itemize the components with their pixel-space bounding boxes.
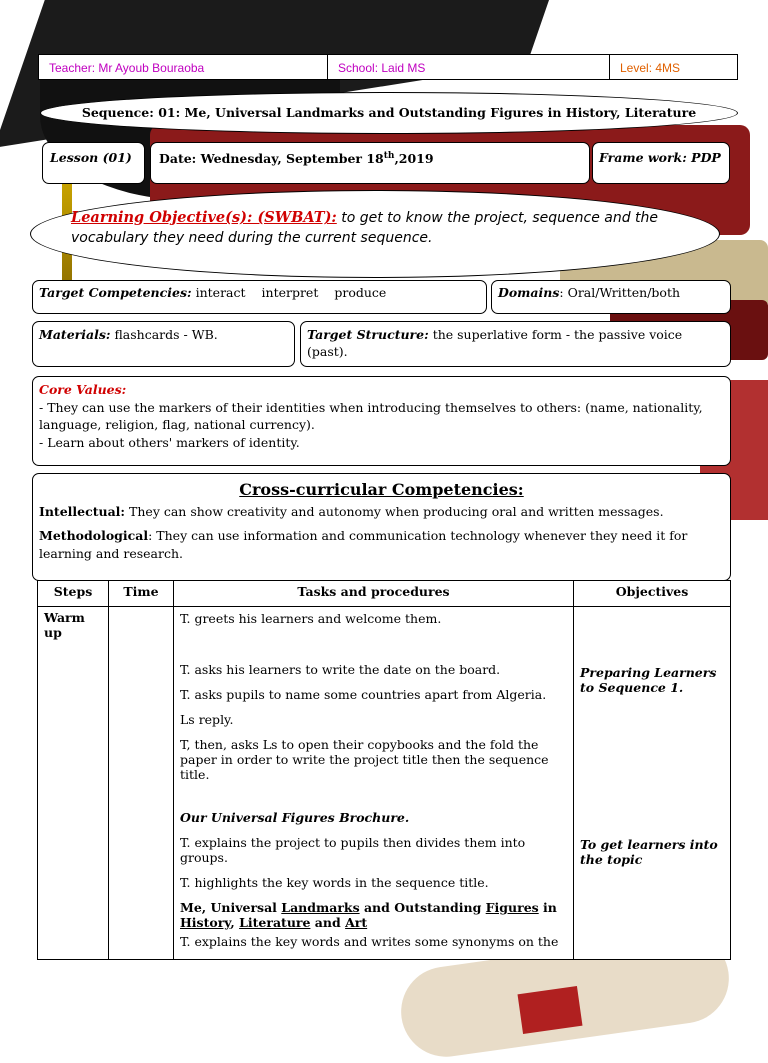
objective-text: to get to know the project, sequence and the vocabulary they need during the current sequence. — [71, 210, 659, 246]
structure-label: Target Structure: — [307, 327, 429, 342]
task-line: T. greets his learners and welcome them. — [180, 611, 442, 626]
date-ordinal: th — [383, 151, 395, 161]
core-values-label: Core Values: — [39, 382, 127, 397]
title-text: , — [230, 915, 240, 930]
intellectual-label: Intellectual: — [39, 504, 126, 520]
methodological-label: Methodological — [39, 528, 149, 544]
title-text: and Outstanding — [359, 900, 486, 915]
objectives-cell — [574, 607, 731, 960]
table-header-row — [38, 581, 731, 607]
level-field: Level: 4MS — [609, 54, 738, 80]
core-value-line: - They can use the markers of their identities when introducing themselves to others: (name, nationality, language, religion, flag, national currency). — [39, 399, 703, 432]
objective-label: Learning Objective(s): (SWBAT): — [71, 209, 337, 226]
target-competencies — [32, 280, 487, 314]
column-header: Objectives — [574, 581, 731, 607]
core-value-line: - Learn about others' markers of identity. — [39, 434, 300, 450]
step-cell: Warm up — [38, 607, 109, 960]
intellectual-text: They can show creativity and autonomy when producing oral and written messages. — [125, 504, 664, 520]
task-line: T. explains the project to pupils then divides them into groups. — [180, 835, 526, 865]
procedure-table — [37, 580, 731, 960]
task-line: T. asks his learners to write the date on the board. — [180, 662, 501, 677]
date-text: Date: Wednesday, September 18 — [159, 151, 384, 167]
intellectual-competency — [39, 503, 724, 521]
methodological-competency — [39, 527, 724, 563]
domains-label: Domains — [498, 285, 560, 300]
target-label: Target Competencies: — [39, 285, 192, 300]
sequence-title: Sequence: 01: Me, Universal Landmarks and Outstanding Figures in History, Literature — [40, 92, 738, 134]
core-values — [32, 376, 731, 466]
cross-title: Cross-curricular Competencies: — [239, 480, 524, 499]
title-text: and — [310, 915, 346, 930]
materials-value: flashcards - WB. — [110, 327, 218, 342]
competency-item: produce — [334, 285, 387, 300]
domains-field — [491, 280, 731, 314]
key-word: History — [180, 915, 231, 930]
key-word: Art — [345, 915, 368, 930]
key-word: Figures — [485, 900, 539, 915]
column-header: Steps — [38, 581, 109, 607]
title-text: Me, Universal — [180, 900, 282, 915]
objective-item: Preparing Learners to Sequence 1. — [580, 665, 717, 695]
teacher-field: Teacher: Mr Ayoub Bouraoba — [38, 54, 328, 80]
materials-label: Materials: — [39, 327, 111, 342]
lesson-date — [150, 142, 590, 184]
methodological-text: : They can use information and communication technology whenever they need it for learning and research. — [39, 528, 688, 562]
cross-curricular-competencies — [32, 473, 731, 581]
title-text: in — [538, 900, 557, 915]
sequence-title-line — [180, 900, 567, 930]
project-title: Our Universal Figures Brochure. — [180, 810, 410, 825]
framework-field: Frame work: PDP — [592, 142, 730, 184]
school-field: School: Laid MS — [327, 54, 610, 80]
competency-item: interact — [195, 285, 246, 300]
time-cell — [109, 607, 174, 960]
competency-item: interpret — [261, 285, 319, 300]
task-line: T. asks pupils to name some countries apart from Algeria. — [180, 687, 547, 702]
objective-item: To get learners into the topic — [580, 837, 718, 867]
domains-value: : Oral/Written/both — [559, 285, 681, 300]
column-header: Time — [109, 581, 174, 607]
task-line: T. explains the key words and writes some synonyms on the — [180, 934, 559, 949]
structure-value: the superlative form - the passive voice (past). — [307, 327, 683, 359]
task-line: T. highlights the key words in the sequence title. — [180, 875, 489, 890]
materials-field — [32, 321, 295, 367]
tasks-cell — [174, 607, 574, 960]
key-word: Landmarks — [281, 900, 360, 915]
table-row — [38, 607, 731, 960]
task-line: T, then, asks Ls to open their copybooks and the fold the paper in order to write the project title then the sequence title. — [180, 737, 549, 782]
task-line: Ls reply. — [180, 712, 234, 727]
key-word: Literature — [239, 915, 311, 930]
diploma-ribbon — [518, 986, 583, 1034]
date-year: ,2019 — [394, 151, 434, 167]
column-header: Tasks and procedures — [174, 581, 574, 607]
learning-objective — [30, 190, 720, 278]
target-structure — [300, 321, 731, 367]
lesson-number: Lesson (01) — [42, 142, 145, 184]
